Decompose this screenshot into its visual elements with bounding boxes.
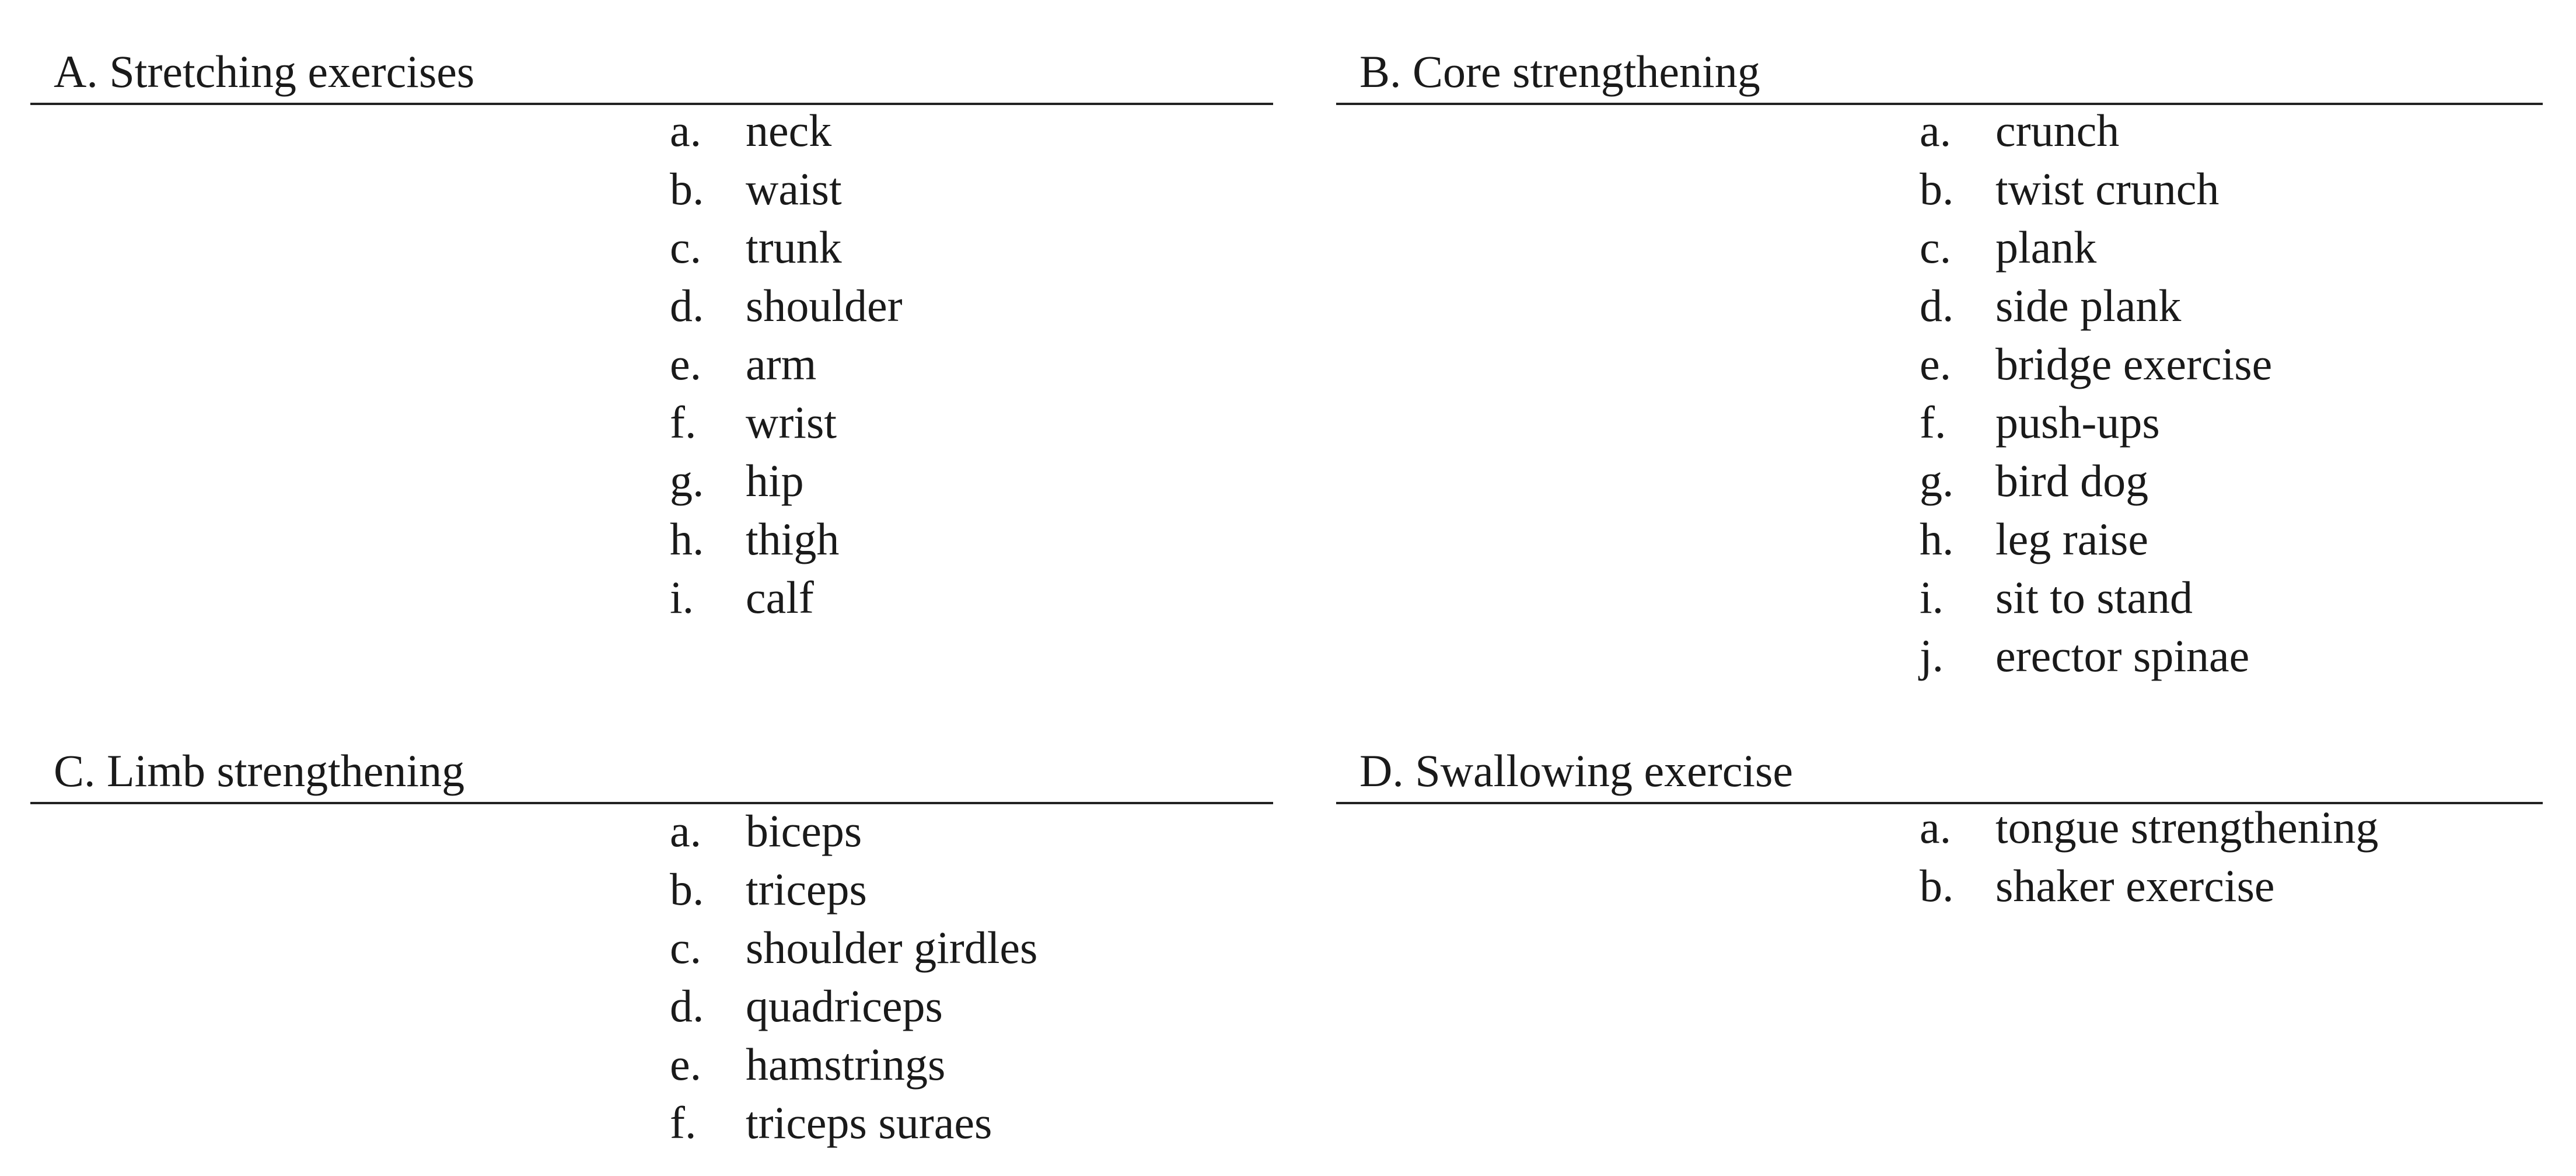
item-letter: f. (670, 397, 697, 448)
list-item (670, 1094, 1037, 1152)
list-item (1920, 452, 2272, 510)
item-text: shoulder (746, 280, 903, 331)
item-text: shaker exercise (1995, 860, 2275, 911)
list-item (670, 102, 903, 160)
list-item (1920, 627, 2272, 685)
item-letter: d. (670, 980, 704, 1031)
list-item (1920, 857, 2378, 915)
item-text: neck (746, 105, 832, 156)
item-text: triceps (746, 864, 867, 915)
list-item (670, 335, 903, 393)
list-item (670, 452, 903, 510)
item-text: leg raise (1995, 514, 2149, 564)
item-text: triceps suraes (746, 1097, 992, 1148)
item-letter: b. (1920, 860, 1954, 911)
item-text: crunch (1995, 105, 2120, 156)
list-item (670, 919, 1037, 977)
list-item (670, 1035, 1037, 1094)
list-item (670, 510, 903, 568)
item-text: tongue strengthening (1995, 802, 2379, 853)
item-letter: g. (1920, 455, 1954, 506)
item-text: thigh (746, 514, 840, 564)
item-text: erector spinae (1995, 630, 2250, 681)
item-letter: d. (1920, 280, 1954, 331)
item-text: bird dog (1995, 455, 2149, 506)
list-item (670, 977, 1037, 1035)
section-stretching-exercises (30, 46, 1273, 105)
item-letter: i. (670, 572, 694, 623)
item-letter: f. (670, 1097, 697, 1148)
item-text: hip (746, 455, 804, 506)
stretching-exercise-list (670, 102, 903, 627)
list-item (670, 160, 903, 218)
list-item (1920, 510, 2272, 568)
item-letter: a. (670, 805, 702, 856)
list-item (1920, 798, 2378, 857)
item-text: push-ups (1995, 397, 2160, 448)
list-item (670, 568, 903, 627)
item-text: plank (1995, 222, 2097, 273)
section-limb-strengthening (30, 745, 1273, 804)
item-letter: h. (670, 514, 704, 564)
item-text: shoulder girdles (746, 922, 1038, 973)
item-text: side plank (1995, 280, 2182, 331)
item-letter: c. (670, 222, 702, 273)
list-item (1920, 102, 2272, 160)
list-item (1920, 218, 2272, 277)
section-title: B. Core strengthening (1359, 46, 1760, 97)
item-text: hamstrings (746, 1039, 946, 1090)
section-title: A. Stretching exercises (54, 46, 475, 97)
swallowing-exercise-list (1920, 798, 2378, 915)
section-title: C. Limb strengthening (54, 745, 465, 796)
item-letter: b. (670, 163, 704, 214)
item-text: waist (746, 163, 842, 214)
item-text: trunk (746, 222, 842, 273)
item-letter: f. (1920, 397, 1946, 448)
item-letter: h. (1920, 514, 1954, 564)
item-letter: e. (670, 339, 702, 389)
section-title: D. Swallowing exercise (1359, 745, 1793, 796)
section-swallowing-exercise (1336, 745, 2543, 804)
item-text: biceps (746, 805, 862, 856)
item-letter: g. (670, 455, 704, 506)
item-letter: e. (670, 1039, 702, 1090)
list-item (670, 802, 1037, 860)
item-letter: b. (670, 864, 704, 915)
list-item (1920, 393, 2272, 452)
section-divider (30, 802, 1273, 804)
item-letter: a. (670, 105, 702, 156)
list-item (1920, 160, 2272, 218)
item-letter: j. (1920, 630, 1944, 681)
item-text: bridge exercise (1995, 339, 2273, 389)
list-item (670, 860, 1037, 919)
item-text: twist crunch (1995, 163, 2220, 214)
item-letter: i. (1920, 572, 1944, 623)
item-letter: a. (1920, 802, 1952, 853)
list-item (670, 218, 903, 277)
item-letter: a. (1920, 105, 1952, 156)
item-text: wrist (746, 397, 837, 448)
item-letter: c. (670, 922, 702, 973)
core-strengthening-list (1920, 102, 2272, 685)
list-item (1920, 277, 2272, 335)
limb-strengthening-list (670, 802, 1037, 1152)
list-item (670, 393, 903, 452)
item-text: sit to stand (1995, 572, 2193, 623)
section-divider (30, 103, 1273, 105)
section-core-strengthening (1336, 46, 2543, 105)
item-text: calf (746, 572, 814, 623)
item-letter: c. (1920, 222, 1952, 273)
item-letter: d. (670, 280, 704, 331)
list-item (670, 277, 903, 335)
list-item (1920, 568, 2272, 627)
item-letter: e. (1920, 339, 1952, 389)
item-text: arm (746, 339, 817, 389)
item-text: quadriceps (746, 980, 943, 1031)
list-item (1920, 335, 2272, 393)
item-letter: b. (1920, 163, 1954, 214)
